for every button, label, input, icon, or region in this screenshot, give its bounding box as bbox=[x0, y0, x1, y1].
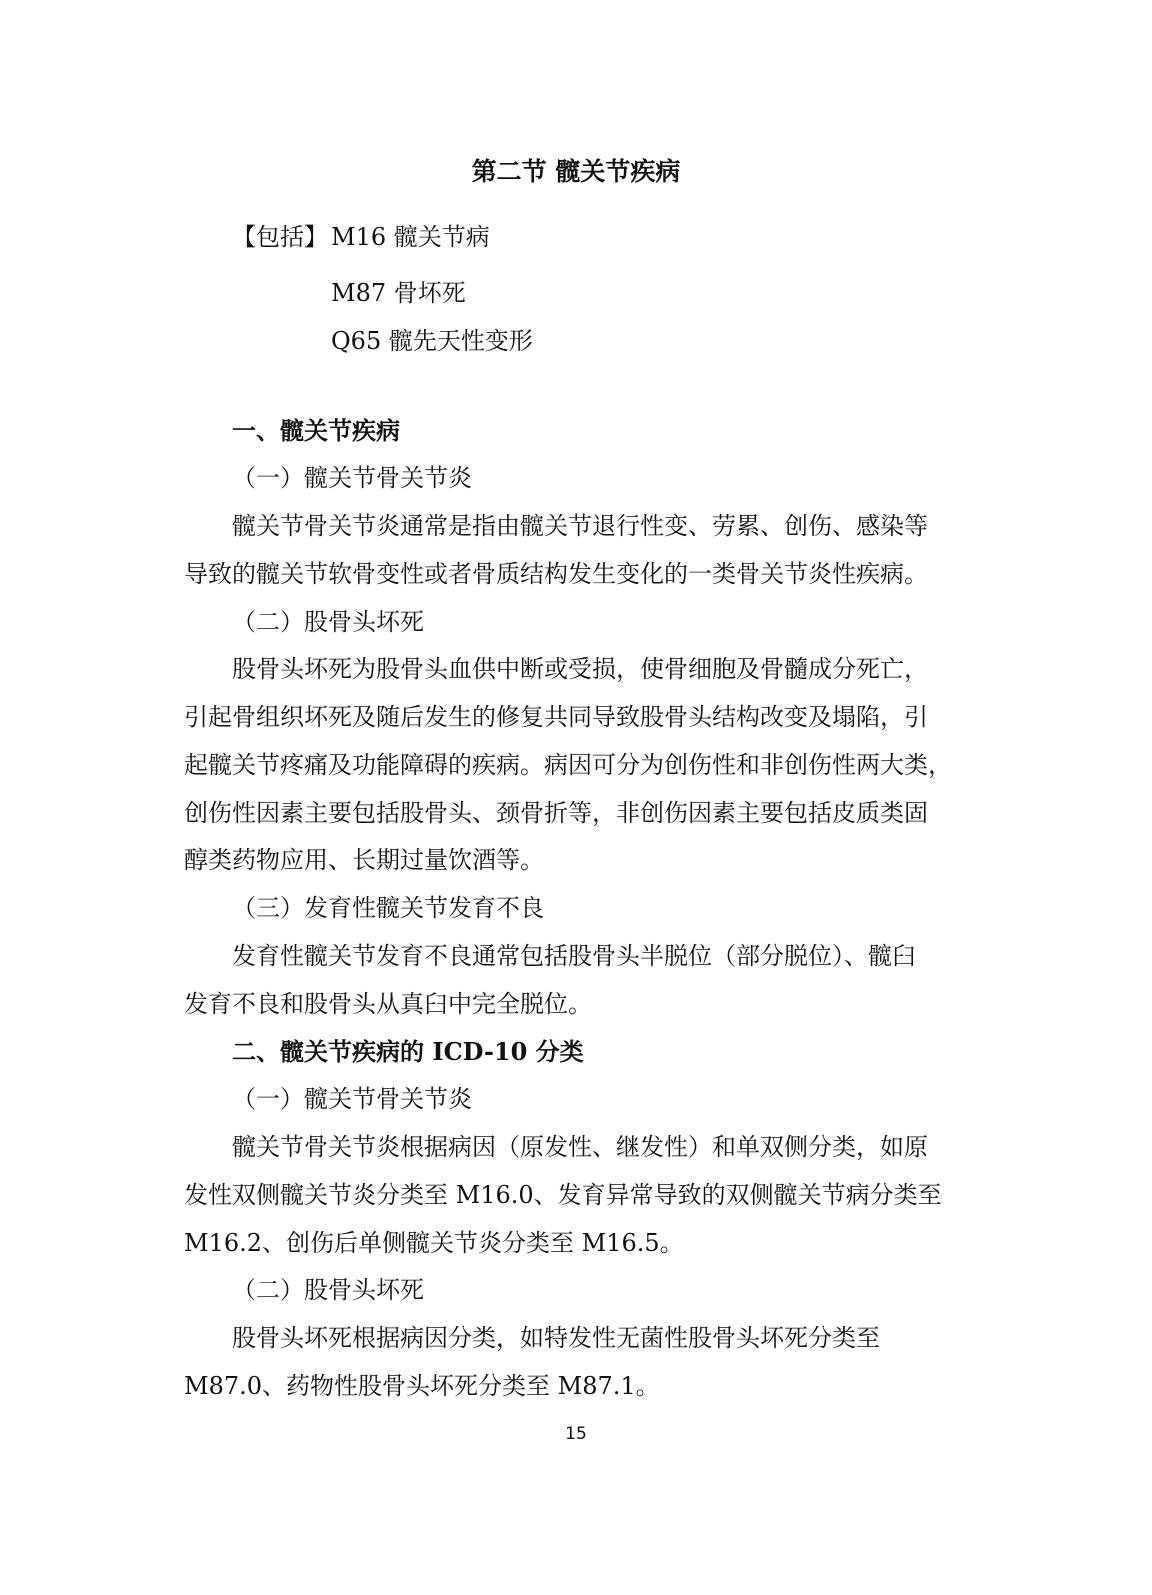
paragraph-line: 股骨头坏死根据病因分类，如特发性无菌性股骨头坏死分类至 bbox=[232, 1324, 880, 1352]
paragraph-line: M87.0、药物性股骨头坏死分类至 M87.1。 bbox=[184, 1372, 660, 1400]
paragraph-line: M16.2、创伤后单侧髋关节炎分类至 M16.5。 bbox=[184, 1229, 684, 1257]
part2-heading: 二、髋关节疾病的 ICD-10 分类 bbox=[232, 1037, 584, 1066]
paragraph-line: 引起骨组织坏死及随后发生的修复共同导致股骨头结构改变及塌陷，引 bbox=[184, 703, 928, 731]
paragraph-line: 发育不良和股骨头从真臼中完全脱位。 bbox=[184, 990, 592, 1018]
paragraph-line: 醇类药物应用、长期过量饮酒等。 bbox=[184, 846, 544, 874]
includes-item: Q65 髋先天性变形 bbox=[331, 327, 533, 355]
part1-heading: 一、髋关节疾病 bbox=[232, 416, 400, 445]
paragraph-line: 发性双侧髋关节炎分类至 M16.0、发育异常导致的双侧髋关节病分类至 bbox=[184, 1181, 942, 1209]
part2-sub2-title: （二）股骨头坏死 bbox=[232, 1276, 424, 1304]
paragraph-line: 起髋关节疼痛及功能障碍的疾病。病因可分为创伤性和非创伤性两大类， bbox=[184, 751, 952, 779]
page-number: 15 bbox=[565, 1424, 587, 1444]
section-title: 第二节 髋关节疾病 bbox=[471, 157, 681, 186]
paragraph-line: 髋关节骨关节炎通常是指由髋关节退行性变、劳累、创伤、感染等 bbox=[232, 512, 928, 540]
paragraph-line: 创伤性因素主要包括股骨头、颈骨折等，非创伤因素主要包括皮质类固 bbox=[184, 799, 928, 827]
part2-sub1-title: （一）髋关节骨关节炎 bbox=[232, 1085, 472, 1113]
paragraph-line: 髋关节骨关节炎根据病因（原发性、继发性）和单双侧分类，如原 bbox=[232, 1133, 928, 1161]
paragraph-line: 股骨头坏死为股骨头血供中断或受损，使骨细胞及骨髓成分死亡， bbox=[232, 655, 928, 683]
part1-sub3-title: （三）发育性髋关节发育不良 bbox=[232, 894, 544, 922]
includes-label: 【包括】 bbox=[232, 223, 328, 251]
part1-sub2-title: （二）股骨头坏死 bbox=[232, 608, 424, 636]
includes-item: M87 骨坏死 bbox=[331, 279, 466, 307]
includes-item: M16 髋关节病 bbox=[331, 223, 490, 251]
paragraph-line: 发育性髋关节发育不良通常包括股骨头半脱位（部分脱位）、髋臼 bbox=[232, 942, 916, 970]
paragraph-line: 导致的髋关节软骨变性或者骨质结构发生变化的一类骨关节炎性疾病。 bbox=[184, 560, 928, 588]
part1-sub1-title: （一）髋关节骨关节炎 bbox=[232, 464, 472, 492]
